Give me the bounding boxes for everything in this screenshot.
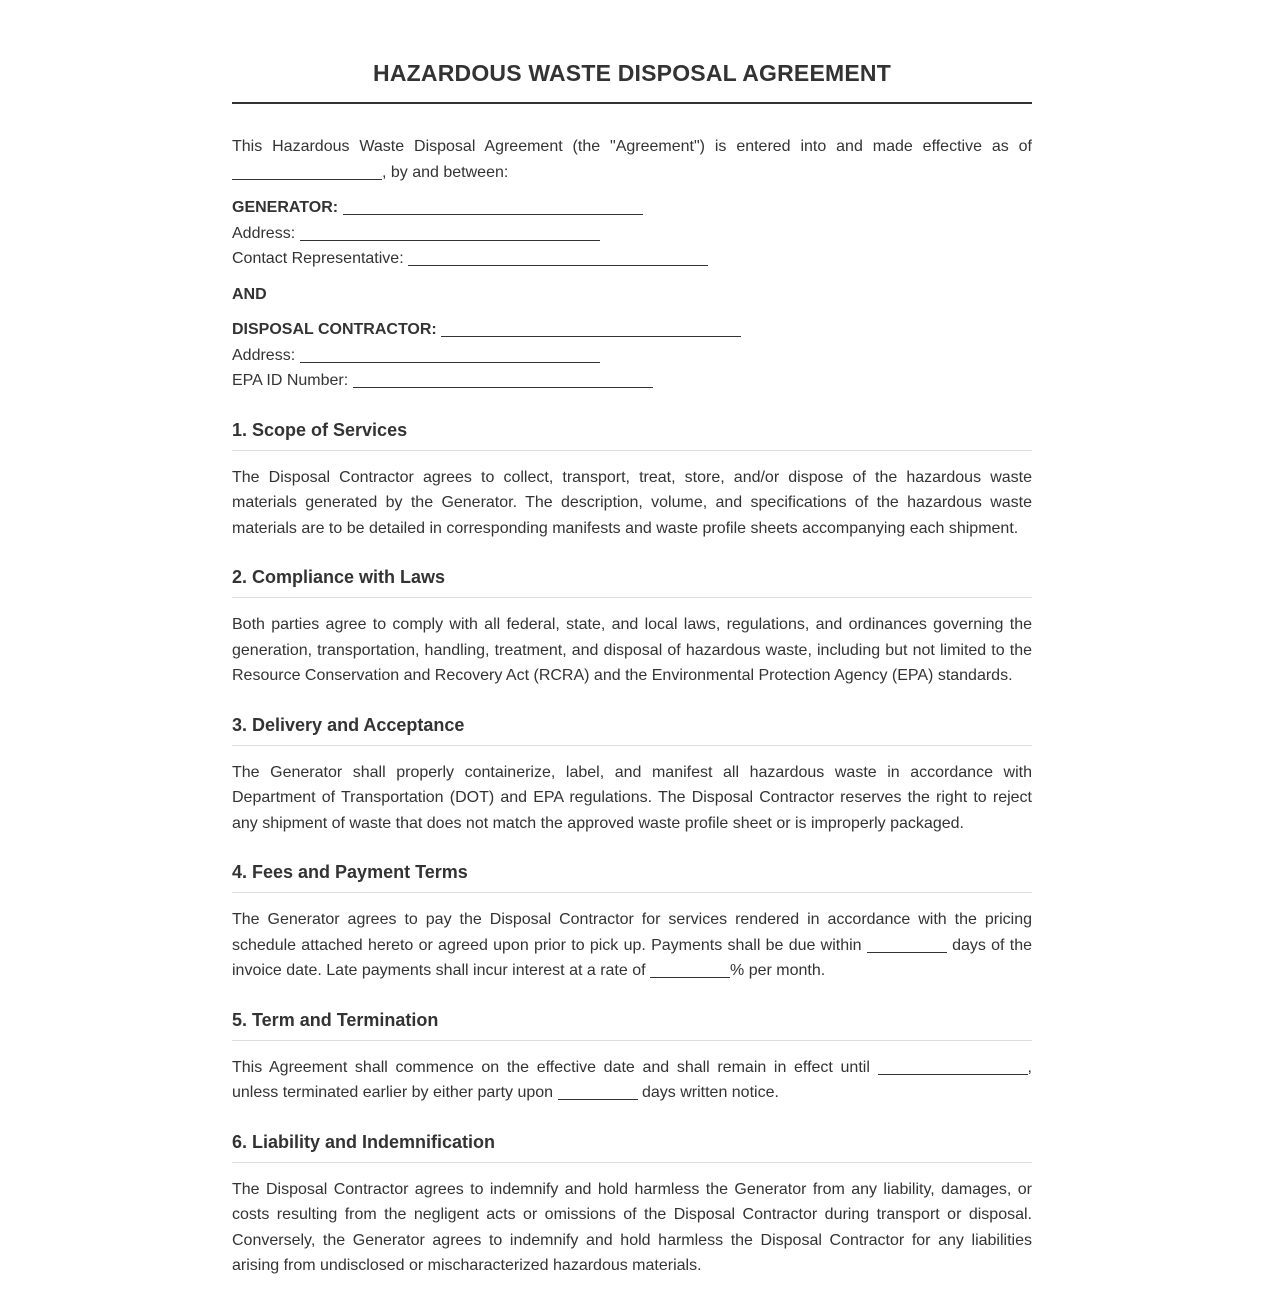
generator-block	[232, 195, 1032, 272]
section-heading: 2. Compliance with Laws	[232, 567, 1032, 598]
notice-days-blank[interactable]	[558, 1083, 638, 1100]
section-fees	[232, 862, 1032, 984]
effective-date-blank[interactable]	[232, 163, 382, 180]
generator-line	[232, 195, 1032, 221]
section-body: The Disposal Contractor agrees to indemnify and hold harmless the Generator from any liability, damages, or costs resulting from the negligent acts or omissions of the Disposal Contractor during transport or disposal. Conversely, the Generator agrees to indemnify and hold harmless the Disposal Contractor for any liabilities arising from undisclosed or mischaracterized hazardous materials.	[232, 1180, 1032, 1274]
term-text-1: This Agreement shall commence on the effective date and shall remain in effect until	[232, 1058, 870, 1076]
section-body: Both parties agree to comply with all federal, state, and local laws, regulations, and ordinances governing the generation, transportation, handling, treatment, and disposal of hazardous waste, including but not limited to the Resource Conservation and Recovery Act (RCRA) and the Environmental Protection Agency (EPA) standards.	[232, 616, 1032, 684]
term-text-2: , unless terminated earlier by either party upon	[232, 1058, 1032, 1101]
section-compliance	[232, 567, 1032, 689]
generator-label: GENERATOR:	[232, 199, 339, 216]
section-body	[232, 1055, 1032, 1106]
contractor-address-line	[232, 343, 1032, 369]
section-heading: 4. Fees and Payment Terms	[232, 862, 1032, 893]
intro-paragraph	[232, 134, 1032, 185]
generator-contact-line	[232, 246, 1032, 272]
payment-days-blank[interactable]	[867, 936, 947, 953]
contractor-epa-blank[interactable]	[353, 371, 653, 388]
contractor-epa-label: EPA ID Number:	[232, 372, 349, 389]
section-scope	[232, 420, 1032, 542]
end-date-blank[interactable]	[878, 1058, 1028, 1075]
contractor-address-blank[interactable]	[300, 346, 600, 363]
section-heading: 3. Delivery and Acceptance	[232, 715, 1032, 746]
section-heading: 1. Scope of Services	[232, 420, 1032, 451]
and-separator: AND	[232, 285, 267, 303]
generator-address-blank[interactable]	[300, 224, 600, 241]
section-body: The Generator shall properly containerize, label, and manifest all hazardous waste in accordance with Department of Transportation (DOT) and EPA regulations. The Disposal Contractor reserves the right to reject any shipment of waste that does not match the approved waste profile sheet or is improperly packaged.	[232, 763, 1032, 832]
generator-address-line	[232, 221, 1032, 247]
fees-text-3: % per month.	[730, 962, 826, 979]
contractor-name-blank[interactable]	[441, 320, 741, 337]
fees-text-1: The Generator agrees to pay the Disposal Contractor for services rendered in accordance with the pricing schedule attached hereto or agreed upon prior to pick up. Payments shall be due within	[232, 911, 1032, 954]
intro-text: This Hazardous Waste Disposal Agreement (the "Agreement") is entered into and made effective as of	[232, 138, 1032, 155]
section-delivery	[232, 715, 1032, 837]
generator-contact-blank[interactable]	[408, 249, 708, 266]
section-body	[232, 907, 1032, 984]
section-liability	[232, 1132, 1032, 1279]
intro-text-end: , by and between:	[382, 163, 509, 181]
generator-address-label: Address:	[232, 224, 296, 242]
section-term	[232, 1010, 1032, 1106]
agreement-document	[232, 0, 1032, 1279]
generator-contact-label: Contact Representative:	[232, 250, 404, 267]
contractor-address-label: Address:	[232, 346, 296, 364]
term-text-3: days written notice.	[641, 1084, 779, 1101]
contractor-block	[232, 317, 1032, 394]
contractor-label: DISPOSAL CONTRACTOR:	[232, 321, 437, 338]
contractor-line	[232, 317, 1032, 343]
section-heading: 5. Term and Termination	[232, 1010, 1032, 1041]
section-body: The Disposal Contractor agrees to collect, transport, treat, store, and/or dispose of the hazardous waste materials generated by the Generator. The description, volume, and specifications of the hazardous waste materials are to be detailed in corresponding manifests and waste profile sheets accompanying each shipment.	[232, 468, 1032, 537]
document-title: HAZARDOUS WASTE DISPOSAL AGREEMENT	[232, 60, 1032, 104]
section-heading: 6. Liability and Indemnification	[232, 1132, 1032, 1163]
interest-rate-blank[interactable]	[650, 961, 730, 978]
generator-name-blank[interactable]	[343, 198, 643, 215]
contractor-epa-line	[232, 368, 1032, 394]
fees-text-2: days of the invoice date. Late payments shall incur interest at a rate of	[232, 936, 1032, 979]
